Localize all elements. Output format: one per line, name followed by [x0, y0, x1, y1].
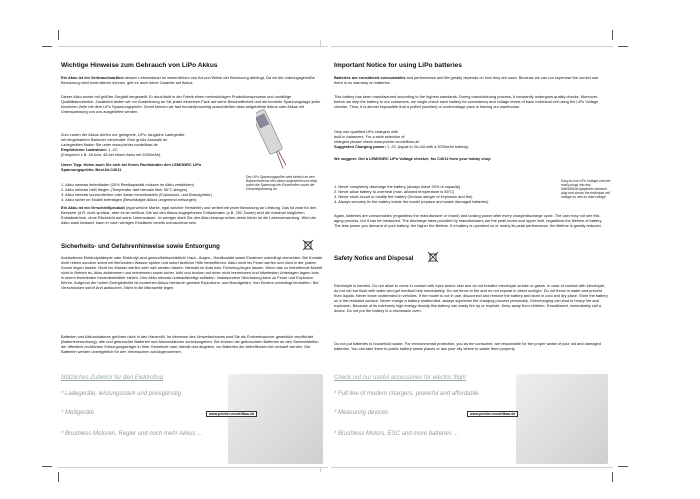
rule-item: 4. Always securely fix the battery inside the model (replace and waste damaged batteries)	[334, 199, 489, 204]
right-ad-line: * Measuring devices	[334, 410, 389, 416]
rule-item: 1. Never completely discharge the battery (always leave 20% of capacity)	[334, 184, 461, 189]
rule-item: 3. Never short-circuit or modify the battery (Serious danger of explosion and fire)	[334, 194, 473, 199]
right-ad-title: Check out our useful accessories for electric flight	[334, 375, 467, 381]
right-product-text: Again, batteries are consumables (regardless the manufacturer or brand) and loosing power after every charge/discharge cycle. The user may not see this aging process, but it can be measured. The discharge rates provided by manufacturers are the peak levels and upper limit, regardless the lifetime of battery. The less power you demand of your battery, the higher the lifetime. If a battery is operated on or nearly its peak performance, the lifetime is greatly reduced.	[334, 213, 603, 228]
left-intro: Ein Akku ist ein Verbrauchsartikel dessen Lebensdauer im wesentlichen von Art und Weise der Benutzung abhängt. Da wir die ordnungsgemäße Benutzung nicht kontrollieren können, gibt es auch keine Garantie auf Akkus.	[61, 75, 315, 85]
crossed-bin-icon	[427, 250, 439, 262]
left-url-box[interactable]: www.pichler-modellbau.de	[206, 411, 257, 417]
left-ad-line: * Ladegeräte, leistungsstark und preisgünstig	[61, 391, 182, 397]
right-rules-list	[334, 184, 554, 204]
rule-item: 4. Akku sicher im Modell befestigen (Beschädigte Akkus umgehend entsorgen)	[61, 197, 197, 202]
left-page-german	[58, 46, 328, 468]
right-safety-text: Electrolyte is harmful. Do not allow to come in contact with eyes and/or skin and do not breathe electrolyte smoke or gases. In case of contact with electrolyte, do not rub but flush with water and get medical help immediately. Do not throw in fire and do not expose in direct sunlight. Do not throw in water and prevent from liquids. Never leave unattended in vehicles. If the model is not in use, disconnect and remove the battery and store in cool and dry place. Store the battery on a fire-resistant surface. Never charge a battery unattended, always supervise the charging process personally. Overcharging can lead to heavy fire and explosion. Because of its extremely high energy density this battery can easily fire up or explode. Keep away from children. If swallowed, immediately call a doctor. Do not put the battery in a microwave oven.	[334, 283, 608, 313]
right-safety-title: Safety Notice and Disposal	[334, 255, 414, 262]
left-device-caption: Der LiPo Spannungsprüfer wird einfach an den Balancerstecker des Akkus angesteckt und zeigt sofort die Spannung der Einzelzellen sowie die Gesamtspannung an.	[246, 175, 317, 191]
right-url-box[interactable]: www.pichler-modellbau.de	[467, 411, 518, 417]
right-disposal-text: Do not put batteries to household waste. For environmental protection, you as the consumer, are responsible for the proper waste of your old and damaged batteries. You can take them to public battery waste places or ask your city where to waste them properly.	[334, 341, 601, 351]
right-ad-line: * Brushless Motors, ESC and more batteries ...	[334, 431, 459, 437]
rule-item: 3. Akku niemals kurzschließen oder daran herumbasteln (Explosions- und Brandgefahr)	[61, 192, 212, 197]
right-charger-block: Only use qualified LiPo chargers with built-in balancers. For a wide selection of chargers please check www.pichler-modellbau.de Suggested Charging power: 1 -2C (equal to 2A /4A with a 2000mAh battery).	[334, 129, 470, 149]
right-tip: We suggest: Get a LEMONRC LiPo Voltage checker, No C4011 from your hobby shop	[334, 156, 491, 161]
left-title: Wichtige Hinweise zum Gebrauch von LiPo Akkus	[61, 62, 218, 69]
accessory-photo	[516, 374, 608, 464]
rule-item: 2. Never allow battery to overheat (max. allowed temperature is 55°C)	[334, 189, 455, 194]
left-para2: Dieser Akku wurde mit größter Sorgfalt hergestellt. Er durchläuft in der Fabrik einen mehrwöchigen Produktionsprozess und unzählige Qualitätskontrollen. Zusätzlich testen wir vor Auslieferung an Sie jeden einzelnen Pack auf seine Beschaffenheit und die korrekte Spannungslage jeder einzelnen Zelle mit dem LiPo Spannungsprüfer. Somit können wir fast hundertprozentig ausschließen dass aufgeblähte Akkus oder Akkus mit Unterspannung von uns ausgeliefert werden.	[61, 94, 321, 114]
rule-item: 1. Akku niemals tiefentladen (20% Restkapazität müssen im Akku verbleiben)	[61, 182, 194, 187]
right-para2: This battery has been manufactured according to the highest standards. During manufacturing process, it constantly undergoes quality checks. Moreover, before we ship the battery to our customers, we single-check each battery for consistency and voltage levels of each individual cell using the LiPo Voltage checker. Thus, it is almost impossible that a puffed (swollen) or undervoltage pack is leaving our warehouse.	[334, 94, 599, 109]
left-safety-title: Sicherheits- und Gefahrenhinweise sowie Entsorgung	[61, 243, 220, 250]
crossed-bin-icon	[302, 238, 314, 250]
rule-item: 2. Akku niemals heiß fliegen (Temperatur darf niemals über 55°C steigen)	[61, 187, 188, 192]
left-disposal-text: Batterien und Akkumulatoren gehören nicht in den Hausmüll. Im Interesse des Umweltschutzes sind Sie als Endverbraucher gesetzlich verpflichtet (Batterieverordnung), alte und gebrauchte Batterien und Akkumulatoren zurückzugeben. Sie können die gebrauchten Batterien an den Sammelstellen der öffentlich-rechtlichen Entsorgungsträger in Ihrer Gemeinde oder überall dort abgeben, wo Batterien der betreffenden Art verkauft werden. Die Batterien werden unentgeltlich für den Verbraucher zurückgenommen.	[61, 334, 319, 354]
left-ad-line: * Brushless Motoren, Regler und noch mehr Akkus ...	[61, 431, 203, 437]
left-product-text: Ein Akku ist ein Verschleißprodukt (egal welche Marke, egal welcher Hersteller) und verliert mit jeder Benutzung an Leistung. Das ist zwar für den Benutzer (d.R. nicht spürbar, aber es ist meßbar. Die auf den Akkus angegebenen Entladeraten (z.B. 25C Dauer) sind die maximal möglichen Entladeströme, ohne Rücksicht auf seine Lebensdauer. Je weniger stark Sie den Akku beanspruchen desto höher ist die Lebenserwartung. Wird der Akku stark belastet, kann er nach wenigen Einsätzen bereits unbrauchbar sein.	[61, 205, 317, 225]
left-safety-text: Auslaufende Elektrolytdämpfe oder Elektrolyt sind gesundheitsschädlich! Haut-, Augen-, Hautkontakt sowie Einatmen unbedingt vermeiden. Bei Kontakt nicht reiben sondern sofort mit fließendem Wasser spülen und sofort ärztliche Hilfe herbeiführen. Akku nicht ins Feuer werfen und nicht in der prallen Sonne liegen lassen. Nicht ins Wasser werfen oder naß werden lassen. Niemals im Auto bzw. Fahrzeug liegen lassen. Wenn das zu betreibende Modell nicht in Betrieb ist, Akku abklemmen und entnehmen sowie sicher, kühl und trocken auf einer nicht brennbaren und hitzefesten Unterlagen lagern bzw. in einem feuerfesten Keramikbehälter stellen. Den Akku niemals unbeaufsichtigt aufladen. Insbesondere Überladung kann zu Feuer und Explosion führen. Aufgrund der hohen Energiedichte ist modernen Akkus hierdurch gewisst Explosions- und Brandgefahr. Von Kindern unbedingt fernhalten. Bei Verschlucken sofort Arzt aufsuchen. Nicht in die Mikrowelle legen.	[61, 255, 323, 290]
accessory-photo	[228, 374, 323, 464]
right-device-caption: Easy-to-use LiPo Voltage checker easily plugs into any WANDIAN/Lightpower balancer plug and shows the individual cell voltage as well as total voltage	[561, 179, 611, 199]
right-title: Important Notice for using LiPo batteries	[334, 62, 462, 69]
left-tip: Unser Tipp: Holen auch Sie sich bei Ihrem Fachhändler den LEMONRC LiPo Spannungsprüfer, Best.Nr.C4011	[61, 162, 202, 172]
left-ad-line: * Meßgeräte	[61, 410, 95, 416]
left-charger-block: Zum Laden der Akkus dürfen nur geeignete, LiPo- taugliche Ladegeräte mit eingebautem Balancer verwendet. Eine große Auswahl an Ladegeräten finden Sie unter www.pichler-modellbau.de Empfohlener Ladestrom: 1 -2C (Entspricht z.B. 2A bzw. 4A bei einem Akku mit 2000mAh).	[61, 132, 185, 157]
voltage-checker-icon	[256, 105, 286, 175]
right-intro: Batteries are considered consumables and performance and life greatly depends on how they are used. Because we can not supervise the correct use there is no warranty on batteries.	[334, 75, 599, 85]
right-ad-line: * Full line of modern chargers, powerful and affordable	[334, 391, 479, 397]
right-page-english	[331, 46, 613, 468]
left-ad-title: Nützliches Zubehör für den Elektroflug	[61, 375, 164, 381]
